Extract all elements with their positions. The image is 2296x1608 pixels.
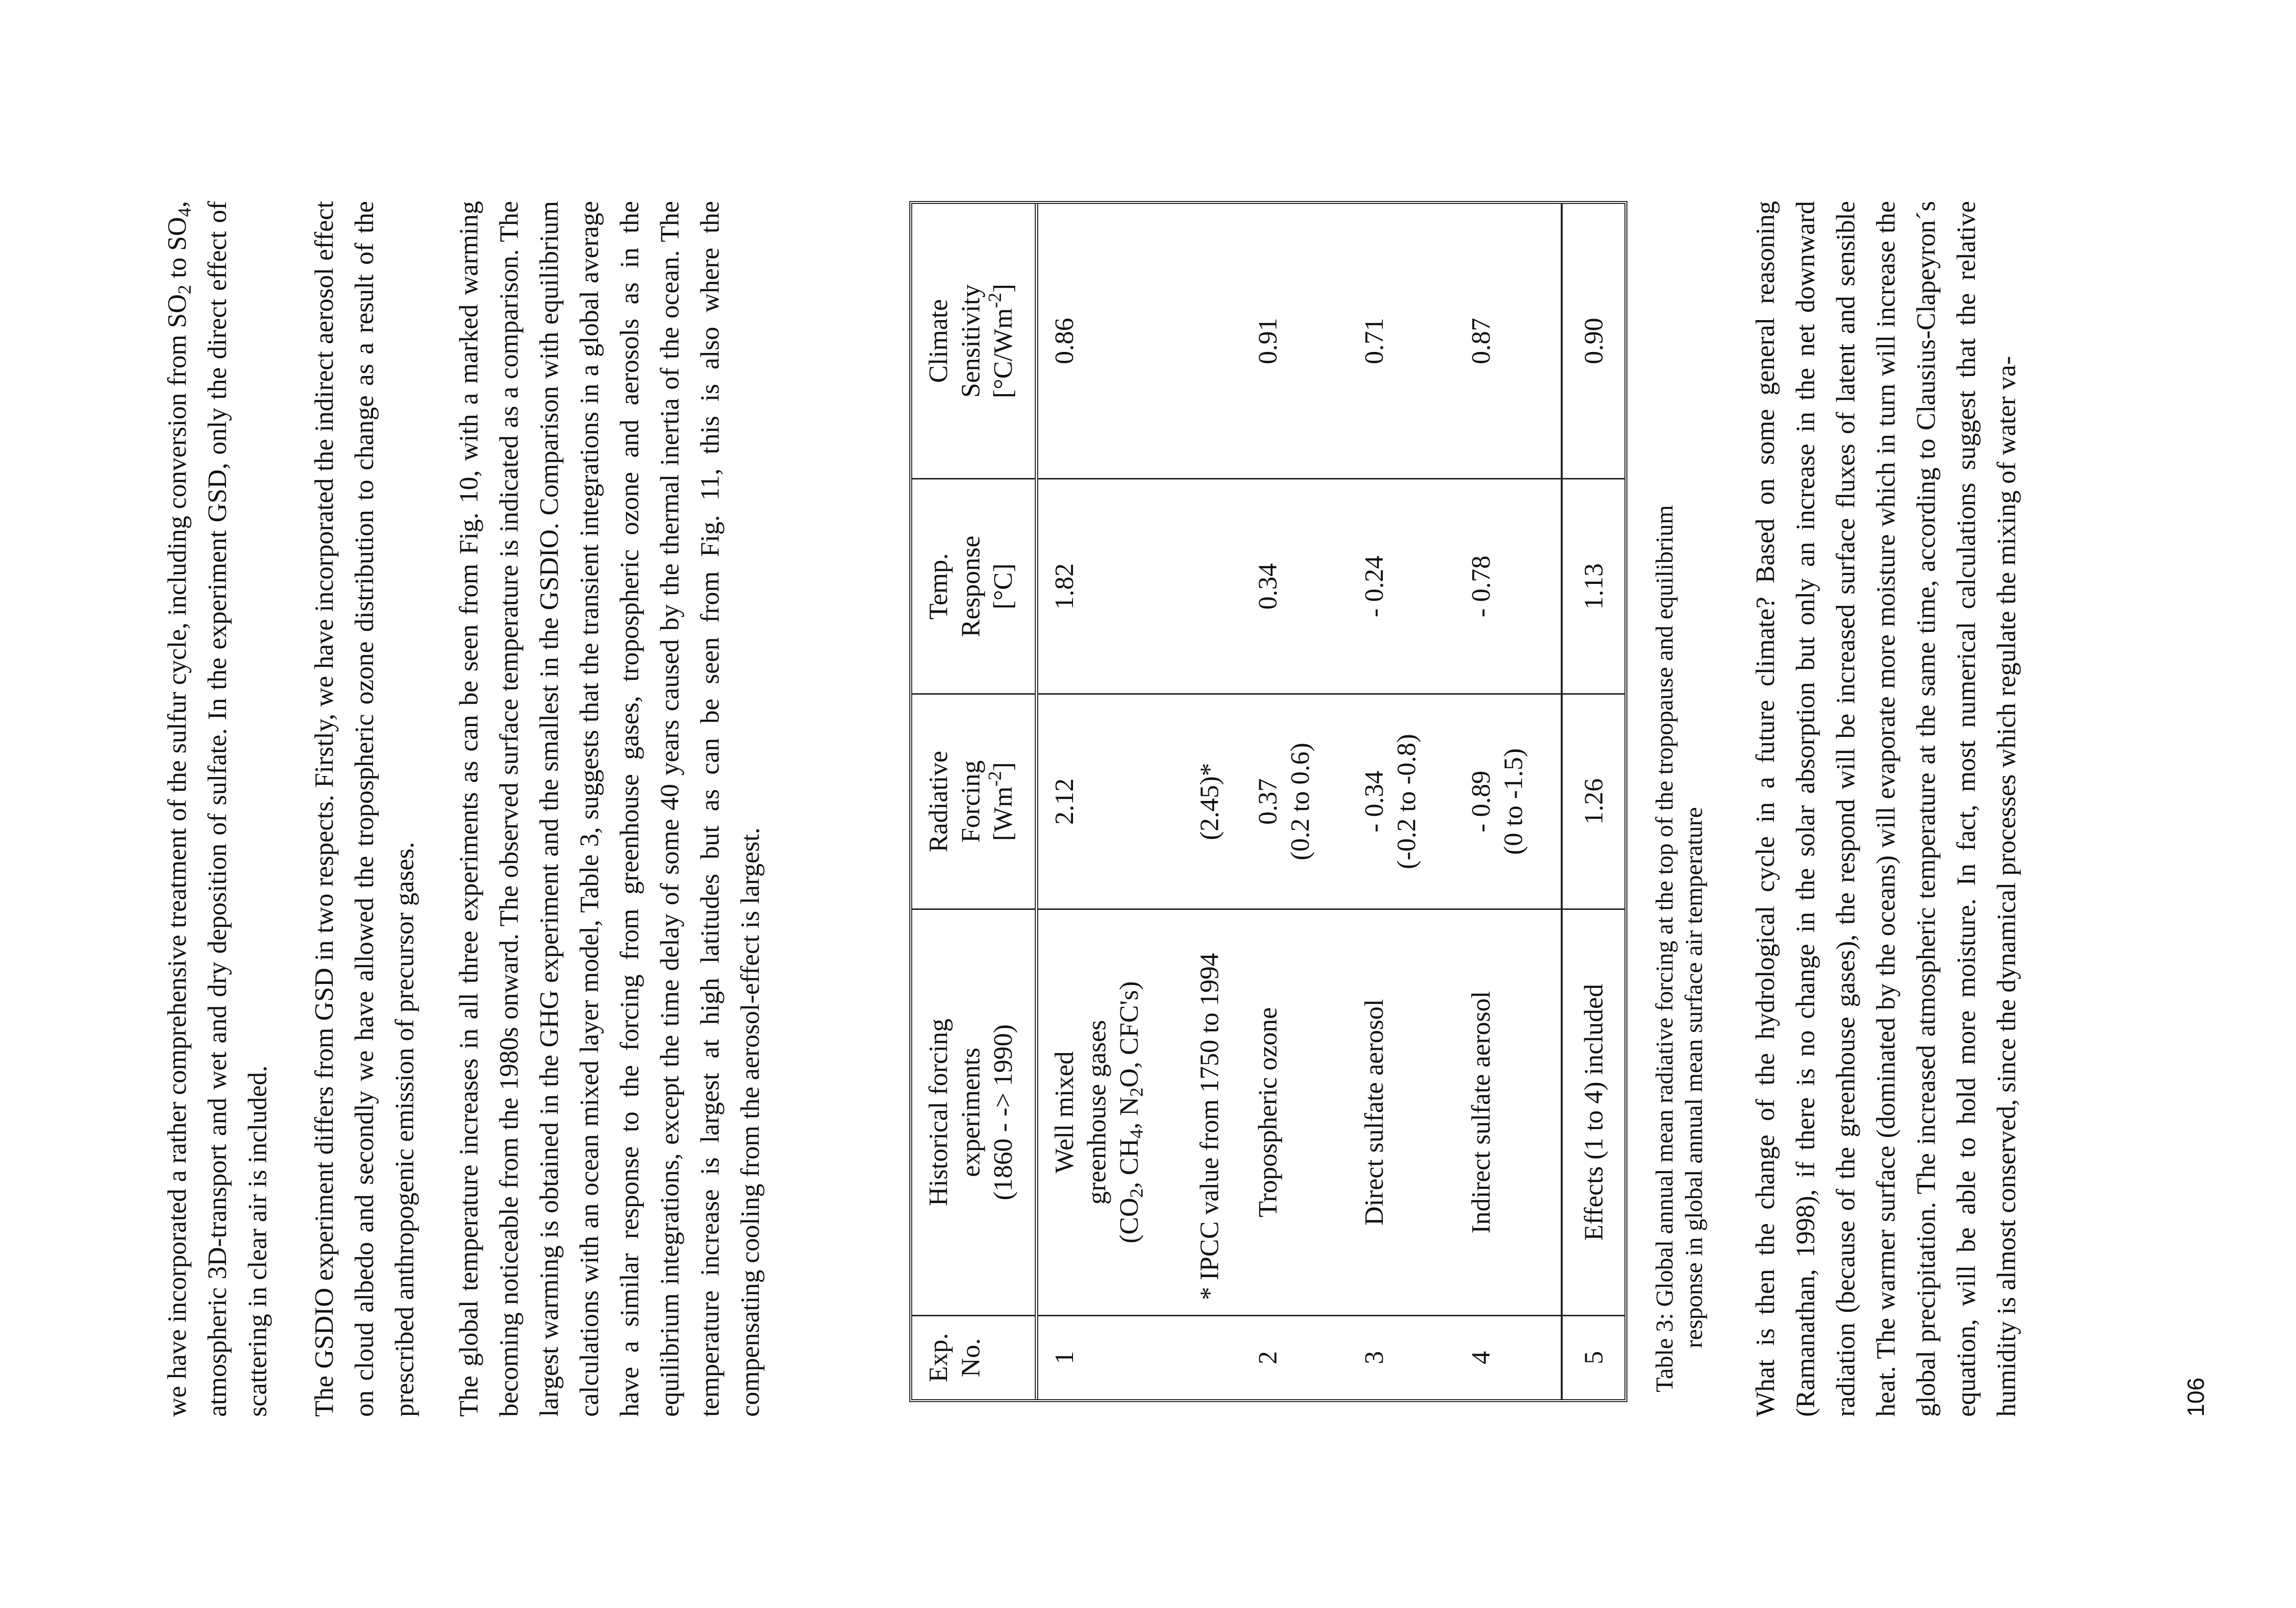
table-row — [1455, 204, 1562, 1399]
cell-temp-response: 0.34 — [1242, 479, 1348, 694]
cell-radiative-forcing: 2.12 — [1037, 694, 1188, 909]
header-exp-no: Exp. No. — [912, 1315, 1037, 1399]
cell-climate-sensitivity: 0.71 — [1348, 204, 1455, 479]
header-temp-response: Temp. Response [°C] — [912, 479, 1037, 694]
cell-climate-sensitivity: 0.90 — [1562, 204, 1624, 479]
paragraph-global-temperature: The global temperature increases in all three experiments as can be seen from Fig. 10, with a marked warming becoming noticeable from the 1980s onward. The observed surface temperature is indicated as a comparison. The largest warming is obtained in the GHG experiment and the smallest in the GSDIO. Comparison with equilibrium calculations with an ocean mixed layer model, Table 3, suggests that the transient integrations in a global average have a similar response to the forcing from greenhouse gases, tropospheric ozone and aerosols as in the equilibrium integrations, except the time delay of some 40 years caused by the thermal inertia of the ocean. The temperature increase is largest at high latitudes but as can be seen from Fig. 11, this is also where the compensating cooling from the aerosol-effect is largest. — [454, 201, 765, 1417]
table-row — [1348, 204, 1455, 1399]
header-climate-sensitivity: Climate Sensitivity $[^\circ C/Wm^{-2}]$ — [912, 204, 1037, 479]
cell-experiment-name: Well mixed greenhouse gases ($CO_2$, $CH_4$, $N_2O$, CFC's) — [1037, 909, 1188, 1315]
cell-climate-sensitivity: 0.91 — [1242, 204, 1348, 479]
table-row-total — [1562, 204, 1624, 1399]
cell-radiative-forcing: - 0.89 (0 to -1.5) — [1455, 694, 1562, 909]
cell-ipcc-value: (2.45)* — [1188, 694, 1242, 909]
cell-exp-no: 2 — [1252, 1351, 1282, 1364]
cell-exp-no: 3 — [1359, 1351, 1389, 1364]
cell-temp-response: - 0.24 — [1348, 479, 1455, 694]
cell-climate-sensitivity: 0.87 — [1455, 204, 1562, 479]
table-row — [1242, 204, 1348, 1399]
paragraph-sulfur-cycle: we have incorporated a rather comprehensive treatment of the sulfur cycle, including conversion from $SO_2$ to $SO_4$, atmospheric 3D-transport and wet and dry deposition of sulfate. In the experiment GSD, only the direct effect of scattering in clear air is included. — [162, 201, 272, 1417]
page-number: 106 — [2183, 1377, 2209, 1417]
cell-exp-no: 4 — [1466, 1351, 1496, 1364]
paragraph-gsdio: The GSDIO experiment differs from GSD in two respects. Firstly, we have incorporated the indirect aerosol effect on cloud albedo and secondly we have allowed the tropospheric ozone distribution to change as a result of the prescribed anthropogenic emission of precursor gases. — [309, 201, 419, 1417]
paragraph-hydrological-cycle: What is then the change of the hydrological cycle in a future climate? Based on some general reasoning (Ramanathan, 1998), if there is no change in the solar absorption but only an increase in the net downward radiation (because of the greenhouse gases), the respond will be increased surface fluxes of latent and sensible heat. The warmer surface (dominated by the oceans) will evaporate more moisture which in turn will increase the global precipitation. The increased atmospheric temperature at the same time, according to Clausius-Clapeyron´s equation, will be able to hold more moisture. In fact, most numerical calculations suggest that the relative humidity is almost conserved, since the dynamical processes which regulate the mixing of water va- — [1750, 201, 2021, 1417]
table-3 — [909, 201, 1627, 1402]
cell-radiative-forcing: 1.26 — [1562, 694, 1624, 909]
cell-experiment-name: Direct sulfate aerosol — [1348, 909, 1455, 1315]
cell-radiative-forcing: - 0.34 (-0.2 to -0.8) — [1348, 694, 1455, 909]
header-radiative-forcing: Radiative Forcing $[Wm^{-2}]$ — [912, 694, 1037, 909]
table-caption: Table 3: Global annual mean radiative forcing at the top of the tropopause and equilibrium response in global annual mean surface air temperature — [1650, 505, 1707, 1392]
cell-experiment-name: Effects (1 to 4) included — [1562, 909, 1624, 1315]
cell-climate-sensitivity: 0.86 — [1037, 204, 1188, 479]
cell-ipcc-label: * IPCC value from 1750 to 1994 — [1188, 909, 1242, 1315]
header-historical-forcing: Historical forcing experiments (1860 - -> 1990) — [912, 909, 1037, 1315]
table-row-ipcc — [1188, 204, 1242, 1399]
forcing-table — [912, 204, 1624, 1399]
cell-experiment-name: Tropospheric ozone — [1242, 909, 1348, 1315]
cell-temp-response: 1.82 — [1037, 479, 1188, 694]
cell-exp-no: 5 — [1562, 1315, 1624, 1399]
cell-temp-response: - 0.78 — [1455, 479, 1562, 694]
cell-experiment-name: Indirect sulfate aerosol — [1455, 909, 1562, 1315]
cell-temp-response: 1.13 — [1562, 479, 1624, 694]
table-row — [1037, 204, 1188, 1399]
table-header-row — [912, 204, 1037, 1399]
cell-radiative-forcing: 0.37 (0.2 to 0.6) — [1242, 694, 1348, 909]
cell-exp-no: 1 — [1049, 1351, 1079, 1364]
